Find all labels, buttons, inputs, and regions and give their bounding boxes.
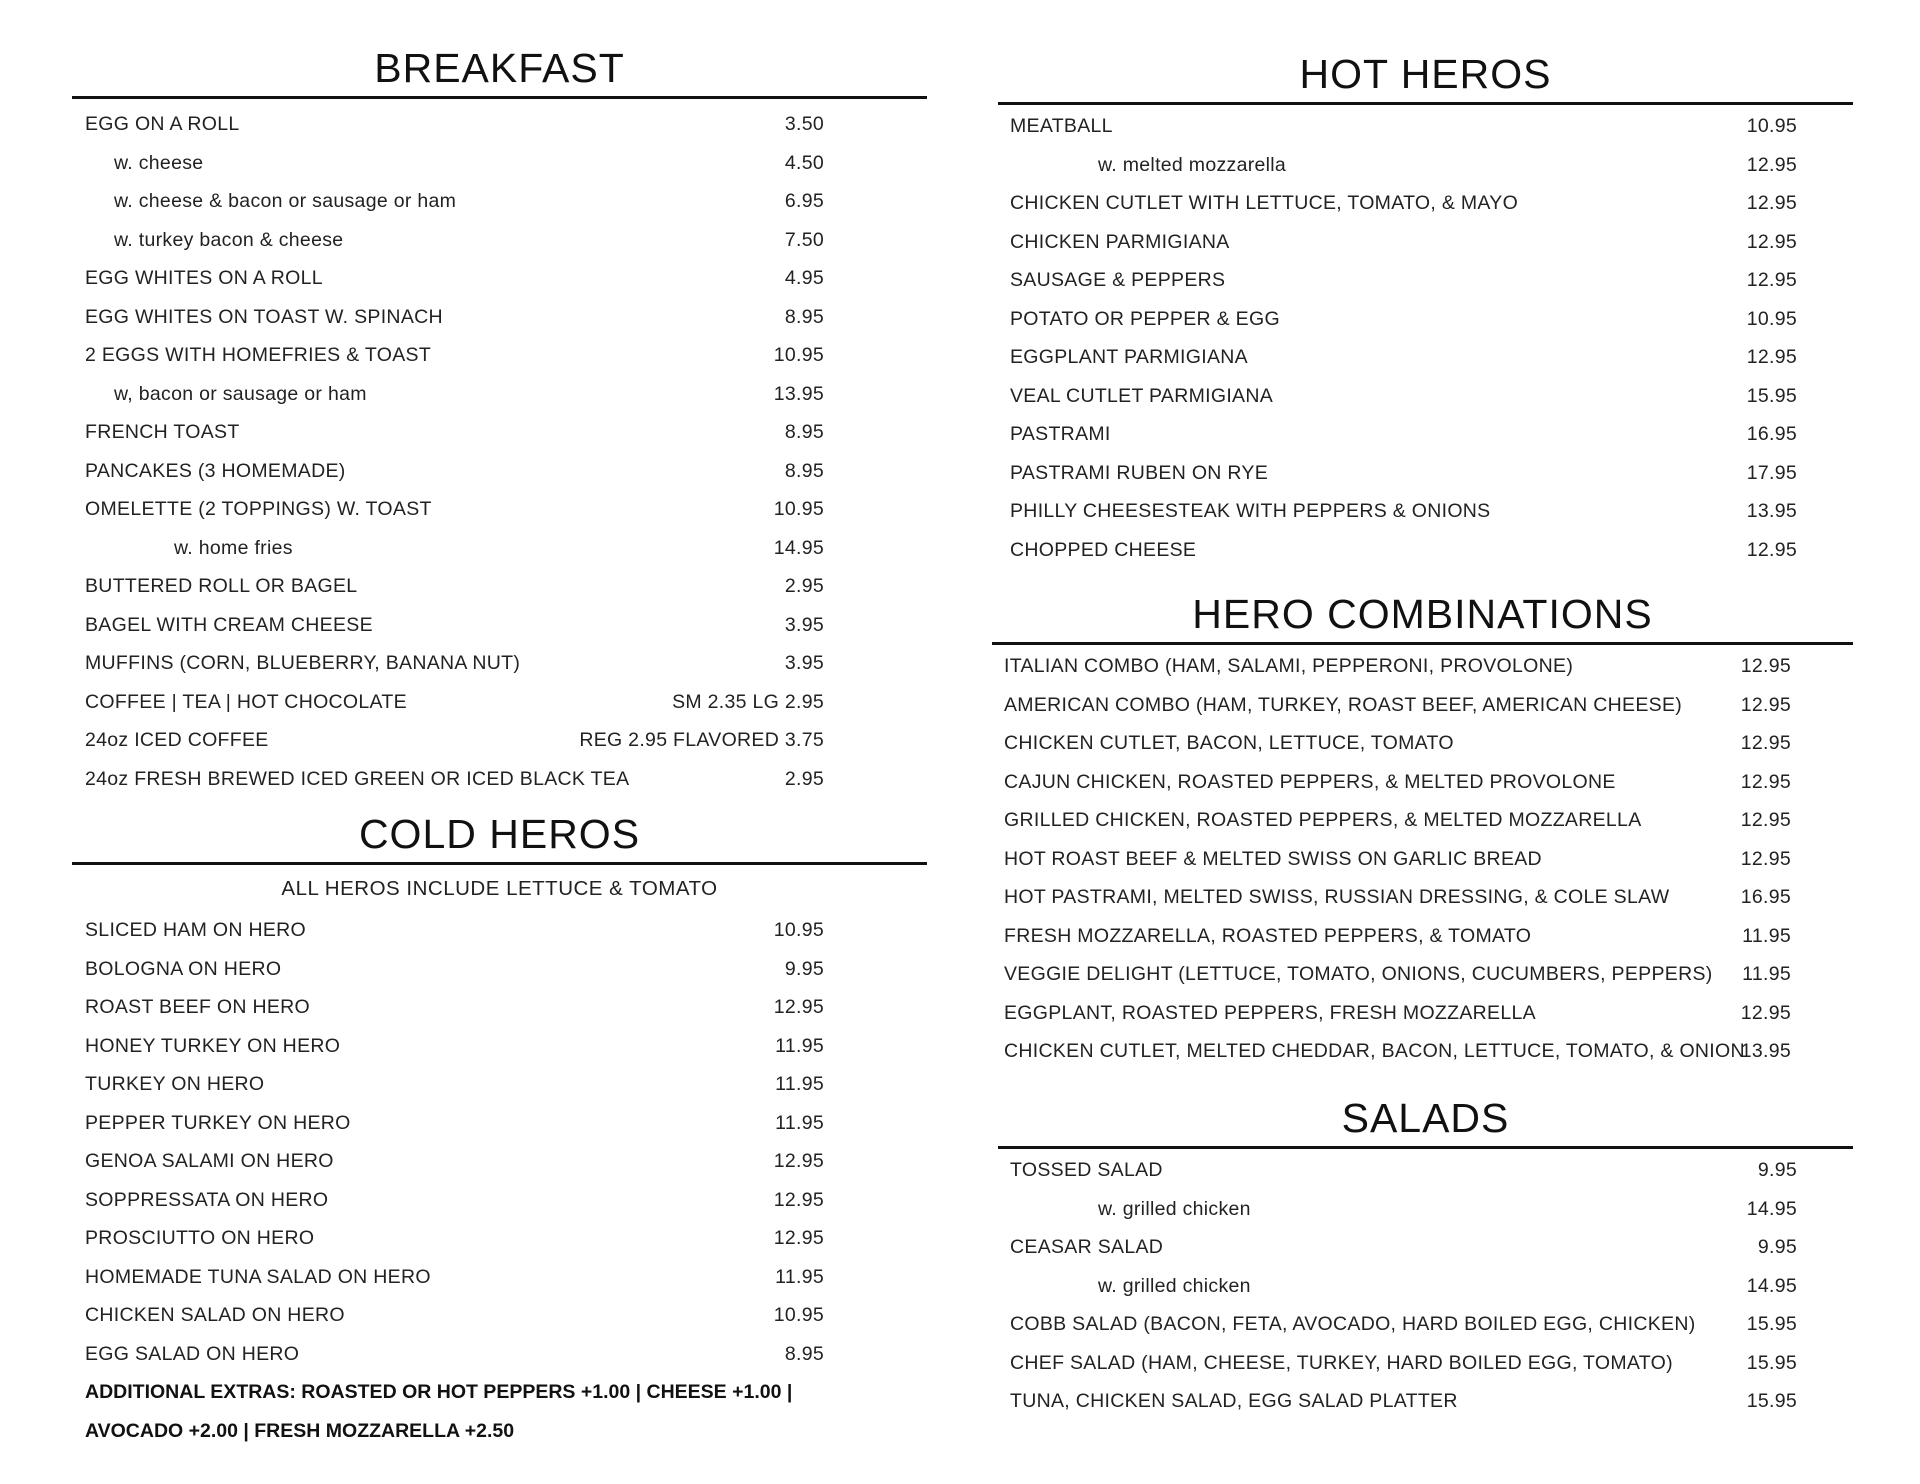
item-price: 16.95: [1746, 423, 1797, 445]
item-price: 2.95: [784, 767, 824, 790]
menu-item: [72, 375, 927, 414]
item-price: 11.95: [775, 1265, 824, 1288]
item-price: 14.95: [1746, 1197, 1797, 1220]
menu-item: [998, 1267, 1853, 1306]
item-name: CHICKEN SALAD ON HERO: [85, 1304, 345, 1326]
section-divider: [72, 862, 927, 865]
menu-item: [72, 105, 927, 144]
item-name: PROSCIUTTO ON HERO: [85, 1227, 315, 1249]
item-name: HONEY TURKEY ON HERO: [85, 1034, 341, 1057]
menu-item: [72, 760, 927, 799]
salads-items: [998, 1151, 1853, 1421]
hero-combinations-section: [992, 590, 1853, 1071]
item-price: 8.95: [784, 459, 824, 482]
item-name: 24oz ICED COFFEE: [85, 729, 269, 751]
section-divider: [72, 96, 927, 99]
item-price: 10.95: [773, 498, 824, 520]
menu-item: [998, 184, 1853, 223]
menu-item: [72, 721, 927, 760]
menu-item: [998, 1228, 1853, 1267]
item-name: HOMEMADE TUNA SALAD ON HERO: [85, 1265, 431, 1288]
item-price: 12.95: [773, 1188, 824, 1211]
item-price: 10.95: [1746, 115, 1797, 137]
item-name: MUFFINS (CORN, BLUEBERRY, BANANA NUT): [85, 652, 521, 674]
item-price: 7.50: [784, 228, 824, 251]
item-price: 4.50: [784, 151, 824, 174]
extras-line: ADDITIONAL EXTRAS: ROASTED OR HOT PEPPERS +1.00 | CHEESE +1.00 |: [85, 1381, 793, 1403]
menu-item: [998, 223, 1853, 262]
menu-item: [72, 1219, 927, 1258]
menu-item: [998, 261, 1853, 300]
item-price: 11.95: [775, 1073, 824, 1095]
item-name: CHEF SALAD (HAM, CHEESE, TURKEY, HARD BOILED EGG, TOMATO): [1010, 1351, 1673, 1374]
menu-item: [998, 686, 1853, 725]
menu-item: [72, 413, 927, 452]
item-name: CHICKEN CUTLET, MELTED CHEDDAR, BACON, LETTUCE, TOMATO, & ONION: [1004, 1040, 1745, 1062]
item-price: 10.95: [773, 919, 824, 941]
item-name: EGGPLANT, ROASTED PEPPERS, FRESH MOZZARELLA: [1004, 1001, 1536, 1024]
menu-item: [72, 1181, 927, 1220]
item-name: SAUSAGE & PEPPERS: [1010, 269, 1226, 291]
menu-item: [998, 338, 1853, 377]
item-name: COBB SALAD (BACON, FETA, AVOCADO, HARD BOILED EGG, CHICKEN): [1010, 1313, 1696, 1335]
item-price: 10.95: [773, 1304, 824, 1326]
item-price: 17.95: [1746, 461, 1797, 484]
menu-item: [72, 144, 927, 183]
menu-item: [998, 878, 1853, 917]
menu-item: [998, 1382, 1853, 1421]
item-name: FRESH MOZZARELLA, ROASTED PEPPERS, & TOMATO: [1004, 924, 1532, 947]
menu-item: [998, 1305, 1853, 1344]
item-name: TURKEY ON HERO: [85, 1073, 265, 1095]
item-name: PASTRAMI: [1010, 423, 1111, 445]
item-name: w. melted mozzarella: [1098, 153, 1287, 176]
section-divider: [998, 1146, 1853, 1149]
item-price: 10.95: [1746, 307, 1797, 330]
item-name: w. home fries: [174, 536, 293, 559]
menu-item: [72, 1027, 927, 1066]
item-name: PANCAKES (3 HOMEMADE): [85, 459, 346, 482]
item-price: REG 2.95 FLAVORED 3.75: [579, 729, 824, 751]
menu-item: [998, 1151, 1853, 1190]
item-name: 2 EGGS WITH HOMEFRIES & TOAST: [85, 344, 432, 366]
menu-item: [998, 994, 1853, 1033]
item-price: 12.95: [773, 1227, 824, 1249]
item-name: w. cheese & bacon or sausage or ham: [114, 190, 457, 212]
item-price: 9.95: [1757, 1159, 1797, 1181]
item-name: BAGEL WITH CREAM CHEESE: [85, 613, 373, 636]
item-name: EGG WHITES ON TOAST W. SPINACH: [85, 305, 443, 328]
item-name: EGGPLANT PARMIGIANA: [1010, 346, 1248, 368]
extras-line: AVOCADO +2.00 | FRESH MOZZARELLA +2.50: [85, 1420, 515, 1442]
menu-item: [998, 955, 1853, 994]
item-name: COFFEE | TEA | HOT CHOCOLATE: [85, 690, 407, 713]
menu-item: [998, 454, 1853, 493]
item-name: EGG WHITES ON A ROLL: [85, 267, 323, 289]
item-price: 12.95: [1740, 655, 1791, 677]
item-name: w. turkey bacon & cheese: [114, 228, 344, 251]
menu-item: [72, 606, 927, 645]
item-name: EGG SALAD ON HERO: [85, 1342, 300, 1365]
menu-item: [998, 763, 1853, 802]
menu-item: [72, 1335, 927, 1374]
item-price: 13.95: [773, 382, 824, 405]
item-name: VEAL CUTLET PARMIGIANA: [1010, 384, 1274, 407]
item-name: GRILLED CHICKEN, ROASTED PEPPERS, & MELTED MOZZARELLA: [1004, 809, 1642, 831]
item-price: 13.95: [1740, 1040, 1791, 1062]
section-title: HERO COMBINATIONS: [1192, 591, 1653, 637]
menu-item: [998, 1190, 1853, 1229]
menu-item: [72, 567, 927, 606]
item-name: CHICKEN CUTLET WITH LETTUCE, TOMATO, & MAYO: [1010, 192, 1519, 214]
hot-heros-items: [998, 107, 1853, 569]
item-price: 3.50: [784, 113, 824, 135]
item-price: 9.95: [1757, 1236, 1797, 1258]
menu-item: [72, 1296, 927, 1335]
menu-item: [72, 1065, 927, 1104]
menu-item: [72, 1142, 927, 1181]
menu-item: [998, 1032, 1853, 1071]
item-name: ROAST BEEF ON HERO: [85, 996, 310, 1018]
menu-item: [72, 529, 927, 568]
item-name: BUTTERED ROLL OR BAGEL: [85, 575, 358, 597]
item-price: 11.95: [775, 1111, 824, 1134]
item-price: 15.95: [1746, 1351, 1797, 1374]
menu-item: [72, 911, 927, 950]
item-price: 8.95: [784, 1342, 824, 1365]
cold-heros-section: [72, 810, 927, 1451]
item-name: PEPPER TURKEY ON HERO: [85, 1111, 351, 1134]
item-price: 12.95: [1740, 770, 1791, 793]
item-name: ITALIAN COMBO (HAM, SALAMI, PEPPERONI, PROVOLONE): [1004, 655, 1574, 677]
menu-item: [72, 644, 927, 683]
menu-item: [998, 531, 1853, 570]
item-price: 2.95: [784, 575, 824, 597]
item-price: 12.95: [773, 996, 824, 1018]
item-price: 6.95: [784, 190, 824, 212]
menu-item: [72, 452, 927, 491]
item-name: GENOA SALAMI ON HERO: [85, 1150, 334, 1172]
item-price: 12.95: [1746, 153, 1797, 176]
item-price: 13.95: [1746, 500, 1797, 522]
salads-section: [998, 1094, 1853, 1421]
item-price: 15.95: [1746, 1390, 1797, 1412]
item-name: HOT PASTRAMI, MELTED SWISS, RUSSIAN DRESSING, & COLE SLAW: [1004, 886, 1670, 908]
breakfast-items: [72, 105, 927, 798]
item-name: MEATBALL: [1010, 115, 1113, 137]
cold-heros-note: ALL HEROS INCLUDE LETTUCE & TOMATO: [281, 877, 718, 900]
item-price: 8.95: [784, 305, 824, 328]
item-price: 15.95: [1746, 1313, 1797, 1335]
menu-item: [72, 988, 927, 1027]
menu-item: [72, 950, 927, 989]
menu-item: [72, 1104, 927, 1143]
item-price: 12.95: [1746, 230, 1797, 253]
menu-item: [72, 683, 927, 722]
item-name: OMELETTE (2 TOPPINGS) W. TOAST: [85, 498, 432, 520]
item-name: PHILLY CHEESESTEAK WITH PEPPERS & ONIONS: [1010, 500, 1491, 522]
menu-item: [998, 146, 1853, 185]
item-name: 24oz FRESH BREWED ICED GREEN OR ICED BLACK TEA: [85, 767, 630, 790]
item-name: FRENCH TOAST: [85, 421, 240, 443]
item-name: w, bacon or sausage or ham: [114, 382, 367, 405]
menu-item: [72, 298, 927, 337]
section-divider: [998, 102, 1853, 105]
item-name: TUNA, CHICKEN SALAD, EGG SALAD PLATTER: [1010, 1390, 1458, 1412]
item-name: CHOPPED CHEESE: [1010, 538, 1197, 561]
item-price: 16.95: [1740, 886, 1791, 908]
item-price: SM 2.35 LG 2.95: [672, 690, 824, 713]
item-price: 12.95: [1746, 269, 1797, 291]
additional-extras: [85, 1373, 845, 1451]
menu-item: [998, 107, 1853, 146]
item-name: w. cheese: [114, 151, 204, 174]
hot-heros-section: [998, 50, 1853, 569]
item-price: 11.95: [775, 1034, 824, 1057]
section-title: HOT HEROS: [1299, 51, 1552, 97]
item-price: 12.95: [1740, 809, 1791, 831]
item-name: CHICKEN PARMIGIANA: [1010, 230, 1230, 253]
item-name: POTATO OR PEPPER & EGG: [1010, 307, 1280, 330]
item-price: 10.95: [773, 344, 824, 366]
section-title: COLD HEROS: [358, 811, 641, 857]
menu-item: [998, 724, 1853, 763]
menu-item: [998, 801, 1853, 840]
section-title: BREAKFAST: [374, 45, 625, 91]
section-divider: [992, 642, 1853, 645]
item-name: TOSSED SALAD: [1010, 1159, 1163, 1181]
item-price: 4.95: [784, 267, 824, 289]
menu-item: [998, 300, 1853, 339]
menu-item: [998, 647, 1853, 686]
item-price: 8.95: [784, 421, 824, 443]
menu-item: [998, 1344, 1853, 1383]
item-price: 11.95: [1742, 924, 1791, 947]
item-price: 9.95: [784, 957, 824, 980]
section-title: SALADS: [1341, 1095, 1510, 1141]
item-name: CEASAR SALAD: [1010, 1236, 1164, 1258]
item-price: 12.95: [1740, 847, 1791, 870]
item-name: SOPPRESSATA ON HERO: [85, 1188, 329, 1211]
item-price: 12.95: [1746, 192, 1797, 214]
menu-item: [72, 221, 927, 260]
item-name: PASTRAMI RUBEN ON RYE: [1010, 461, 1269, 484]
item-price: 12.95: [1740, 732, 1791, 754]
item-name: CAJUN CHICKEN, ROASTED PEPPERS, & MELTED PROVOLONE: [1004, 770, 1616, 793]
item-price: 12.95: [1740, 693, 1791, 716]
menu-item: [998, 415, 1853, 454]
item-price: 14.95: [773, 536, 824, 559]
item-name: w. grilled chicken: [1098, 1274, 1251, 1297]
item-name: CHICKEN CUTLET, BACON, LETTUCE, TOMATO: [1004, 732, 1454, 754]
menu-item: [998, 492, 1853, 531]
item-price: 11.95: [1742, 963, 1791, 985]
item-name: SLICED HAM ON HERO: [85, 919, 307, 941]
item-name: VEGGIE DELIGHT (LETTUCE, TOMATO, ONIONS, CUCUMBERS, PEPPERS): [1004, 963, 1713, 985]
menu-item: [998, 377, 1853, 416]
menu-item: [998, 917, 1853, 956]
item-price: 12.95: [1740, 1001, 1791, 1024]
item-price: 12.95: [773, 1150, 824, 1172]
item-name: AMERICAN COMBO (HAM, TURKEY, ROAST BEEF, AMERICAN CHEESE): [1004, 693, 1683, 716]
item-price: 12.95: [1746, 538, 1797, 561]
item-name: w. grilled chicken: [1098, 1197, 1251, 1220]
item-name: BOLOGNA ON HERO: [85, 957, 282, 980]
cold-heros-items: [72, 911, 927, 1373]
menu-item: [72, 259, 927, 298]
item-name: HOT ROAST BEEF & MELTED SWISS ON GARLIC BREAD: [1004, 847, 1542, 870]
item-price: 12.95: [1746, 346, 1797, 368]
item-price: 14.95: [1746, 1274, 1797, 1297]
menu-item: [998, 840, 1853, 879]
item-price: 3.95: [784, 652, 824, 674]
item-name: EGG ON A ROLL: [85, 113, 240, 135]
menu-item: [72, 336, 927, 375]
hero-combinations-items: [998, 647, 1853, 1071]
breakfast-section: [72, 44, 927, 798]
menu-item: [72, 1258, 927, 1297]
item-price: 15.95: [1746, 384, 1797, 407]
menu-item: [72, 182, 927, 221]
item-price: 3.95: [784, 613, 824, 636]
menu-item: [72, 490, 927, 529]
